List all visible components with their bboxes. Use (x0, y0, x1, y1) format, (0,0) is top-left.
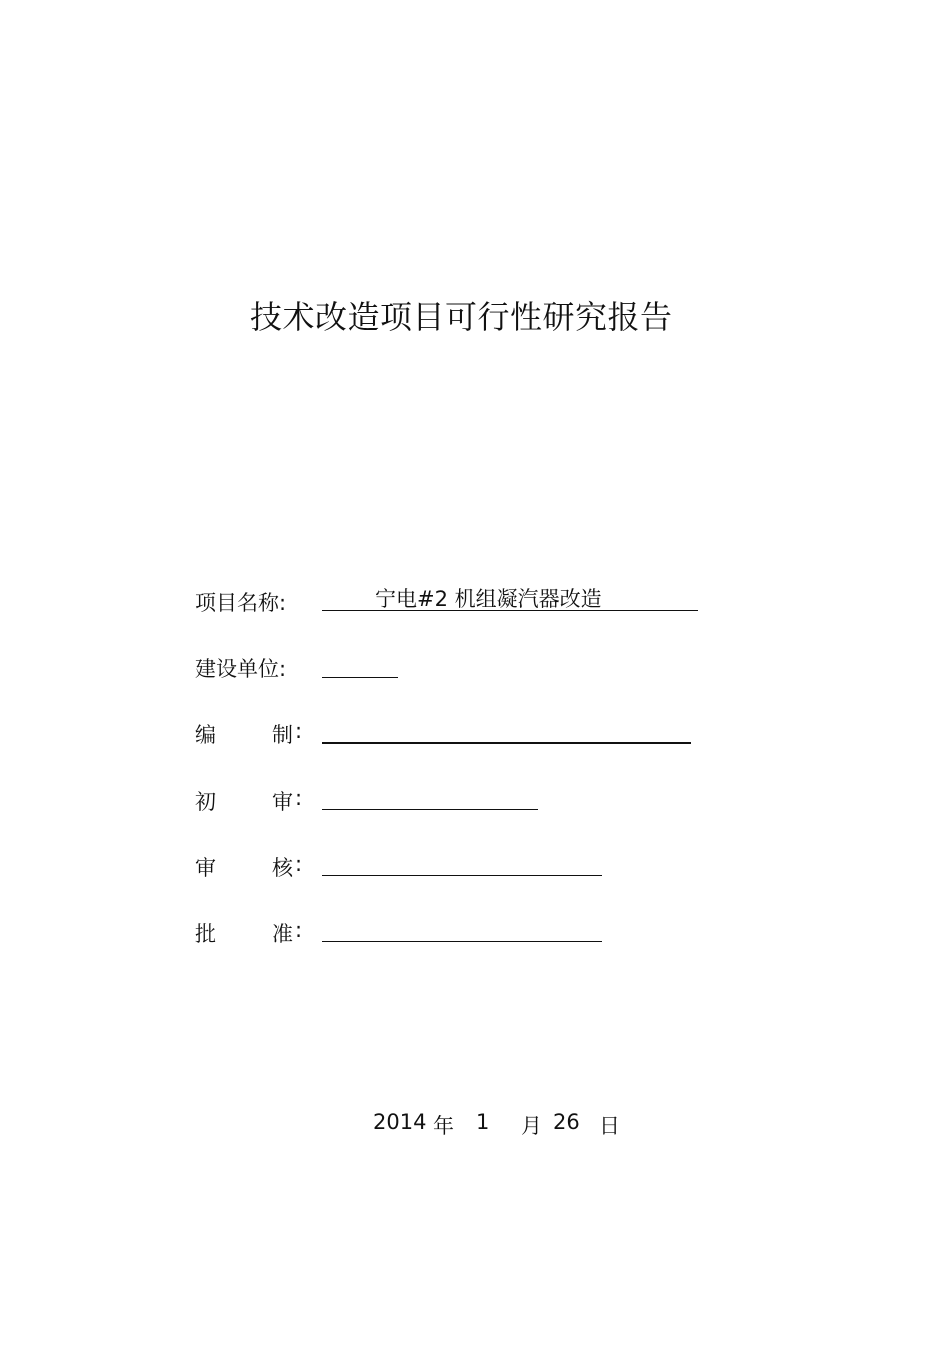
builder-label-text: 建设单位 (195, 657, 279, 681)
compiler-label-b: 制 (272, 723, 293, 747)
project-name-label (195, 587, 286, 617)
preliminary-review-label-a: 初 (195, 790, 216, 814)
approval-colon: : (295, 918, 303, 942)
builder-colon: : (279, 657, 287, 681)
project-name-colon: : (279, 591, 287, 615)
compiler-colon: : (295, 719, 303, 743)
approval-label-a: 批 (195, 922, 216, 946)
review-colon: : (295, 852, 303, 876)
project-name-underline (322, 610, 698, 611)
date-day: 26 (553, 1110, 580, 1134)
date-year: 2014 (373, 1110, 427, 1134)
builder-label (195, 653, 286, 683)
date-year-unit: 年 (433, 1114, 454, 1138)
compiler-label (195, 719, 305, 745)
date-day-unit: 日 (599, 1114, 620, 1138)
document-title: 技术改造项目可行性研究报告 (250, 298, 673, 336)
date-month: 1 (476, 1110, 490, 1134)
review-underline (322, 875, 602, 876)
approval-label-b: 准 (272, 922, 293, 946)
review-label-b: 核 (272, 856, 293, 880)
review-label-a: 审 (195, 856, 216, 880)
preliminary-review-colon: : (295, 786, 303, 810)
project-name-value: 宁电#2 机组凝汽器改造 (375, 587, 602, 611)
compiler-label-a: 编 (195, 723, 216, 747)
preliminary-review-label (195, 786, 305, 812)
approval-label (195, 918, 305, 944)
project-name-label-text: 项目名称 (195, 591, 279, 615)
approval-underline (322, 941, 602, 942)
review-label (195, 852, 305, 878)
date-month-unit: 月 (521, 1114, 542, 1138)
compiler-underline (322, 742, 691, 744)
builder-underline (322, 677, 398, 678)
preliminary-review-label-b: 审 (272, 790, 293, 814)
preliminary-review-underline (322, 809, 538, 810)
